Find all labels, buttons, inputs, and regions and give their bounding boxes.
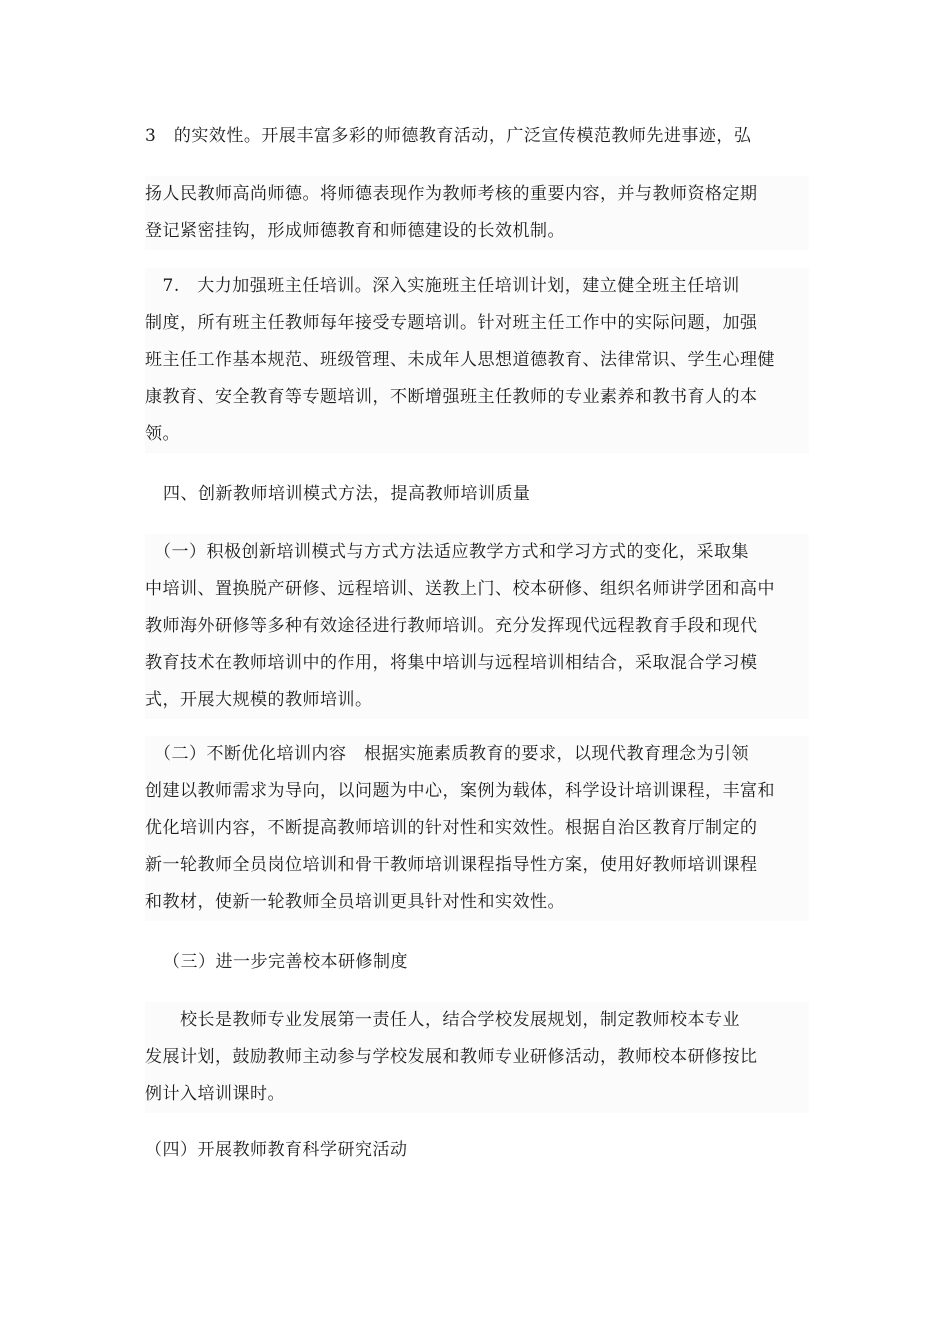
text-line: 3 的实效性。开展丰富多彩的师德教育活动，广泛宣传模范教师先进事迹，弘 [145, 126, 752, 146]
text-line: 例计入培训课时。 [145, 1084, 285, 1104]
text-line: 教育技术在教师培训中的作用，将集中培训与远程培训相结合，采取混合学习模 [145, 653, 758, 673]
paragraph-teacher-ethics [145, 118, 809, 155]
text-line: 7. 大力加强班主任培训。深入实施班主任培训计划，建立健全班主任培训 [145, 276, 740, 296]
paragraph-training-models [145, 534, 809, 719]
text-line: 康教育、安全教育等专题培训，不断增强班主任教师的专业素养和教书育人的本 [145, 387, 758, 407]
text-line: （一）积极创新培训模式与方式方法适应教学方式和学习方式的变化，采取集 [145, 542, 749, 562]
paragraph-school-based-research [145, 1002, 809, 1113]
subsection-heading-3: （三）进一步完善校本研修制度 [163, 952, 408, 972]
text-line: 教师海外研修等多种有效途径进行教师培训。充分发挥现代远程教育手段和现代 [145, 616, 758, 636]
text-line: 新一轮教师全员岗位培训和骨干教师培训课程指导性方案，使用好教师培训课程 [145, 855, 758, 875]
paragraph-teacher-ethics-continued [145, 176, 809, 250]
paragraph-class-teacher-training [145, 268, 809, 453]
paragraph-training-content [145, 736, 809, 921]
text-line: 扬人民教师高尚师德。将师德表现作为教师考核的重要内容，并与教师资格定期 [145, 184, 758, 204]
text-line: （二）不断优化培训内容 根据实施素质教育的要求，以现代教育理念为引领 [145, 744, 749, 764]
text-line: 和教材，使新一轮教师全员培训更具针对性和实效性。 [145, 892, 565, 912]
section-heading-4: 四、创新教师培训模式方法，提高教师培训质量 [163, 484, 531, 504]
text-line: 创建以教师需求为导向，以问题为中心，案例为载体，科学设计培训课程，丰富和 [145, 781, 775, 801]
text-line: 班主任工作基本规范、班级管理、未成年人思想道德教育、法律常识、学生心理健 [145, 350, 775, 370]
subsection-heading-4: （四）开展教师教育科学研究活动 [145, 1140, 408, 1160]
text-line: 优化培训内容，不断提高教师培训的针对性和实效性。根据自治区教育厅制定的 [145, 818, 758, 838]
text-line: 式，开展大规模的教师培训。 [145, 690, 373, 710]
text-line: 校长是教师专业发展第一责任人，结合学校发展规划，制定教师校本专业 [145, 1010, 740, 1030]
text-line: 中培训、置换脱产研修、远程培训、送教上门、校本研修、组织名师讲学团和高中 [145, 579, 775, 599]
text-line: 登记紧密挂钩，形成师德教育和师德建设的长效机制。 [145, 221, 565, 241]
text-line: 发展计划，鼓励教师主动参与学校发展和教师专业研修活动，教师校本研修按比 [145, 1047, 758, 1067]
text-line: 制度，所有班主任教师每年接受专题培训。针对班主任工作中的实际问题，加强 [145, 313, 758, 333]
text-line: 领。 [145, 424, 180, 444]
